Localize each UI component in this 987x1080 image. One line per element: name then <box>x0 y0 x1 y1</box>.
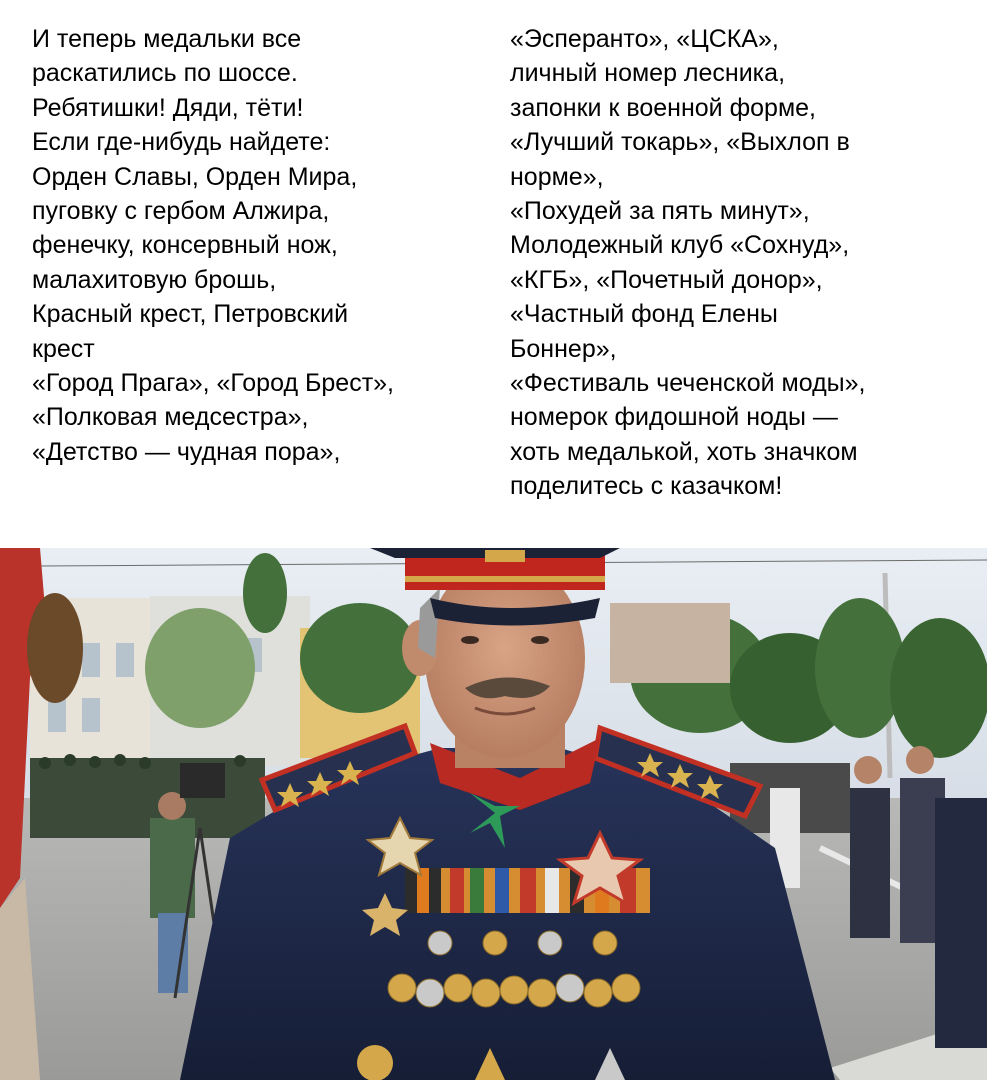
poem-line: норме», <box>510 162 604 191</box>
poem-line: «Частный фонд Елены <box>510 300 778 329</box>
parade-photo <box>0 548 987 1080</box>
poem-line: И теперь медальки все <box>32 25 302 53</box>
poem-line: личный номер лесника, <box>510 59 786 88</box>
poem-line: крест <box>32 334 95 363</box>
poem-line: «Детство — чудная пора», <box>32 437 341 466</box>
poem-line: «Полковая медсестра», <box>32 403 309 432</box>
poem-line: «КГБ», «Почетный донор», <box>510 265 823 294</box>
poem-line: «Эсперанто», «ЦСКА», <box>510 25 779 53</box>
poem-line: фенечку, консервный нож, <box>32 231 338 260</box>
poem-line: малахитовую брошь, <box>32 265 277 294</box>
poem-line: запонки к военной форме, <box>510 93 816 122</box>
poem-line: хоть медалькой, хоть значком <box>510 437 858 466</box>
poem-line: раскатились по шоссе. <box>32 59 298 88</box>
building-right <box>610 603 730 683</box>
poem-line: Ребятишки! Дяди, тёти! <box>32 93 304 122</box>
poem-line: поделитесь с казачком! <box>510 472 783 501</box>
poem-line: Боннер», <box>510 334 617 363</box>
poem-left-column <box>32 22 394 469</box>
poem-line: Орден Славы, Орден Мира, <box>32 162 358 191</box>
poem-line: Если где-нибудь найдете: <box>32 128 331 157</box>
poem-line: «Лучший токарь», «Выхлоп в <box>510 128 850 157</box>
poem-line: «Фестиваль чеченской моды», <box>510 369 866 398</box>
poem-line: «Город Прага», «Город Брест», <box>32 369 394 398</box>
poem-line: Красный крест, Петровский <box>32 300 349 329</box>
poem-line: «Похудей за пять минут», <box>510 197 810 226</box>
poem-line: номерок фидошной ноды — <box>510 403 838 432</box>
poem-right-column <box>510 22 866 504</box>
poem-line: пуговку с гербом Алжира, <box>32 197 330 226</box>
poem-line: Молодежный клуб «Сохнуд», <box>510 231 850 260</box>
